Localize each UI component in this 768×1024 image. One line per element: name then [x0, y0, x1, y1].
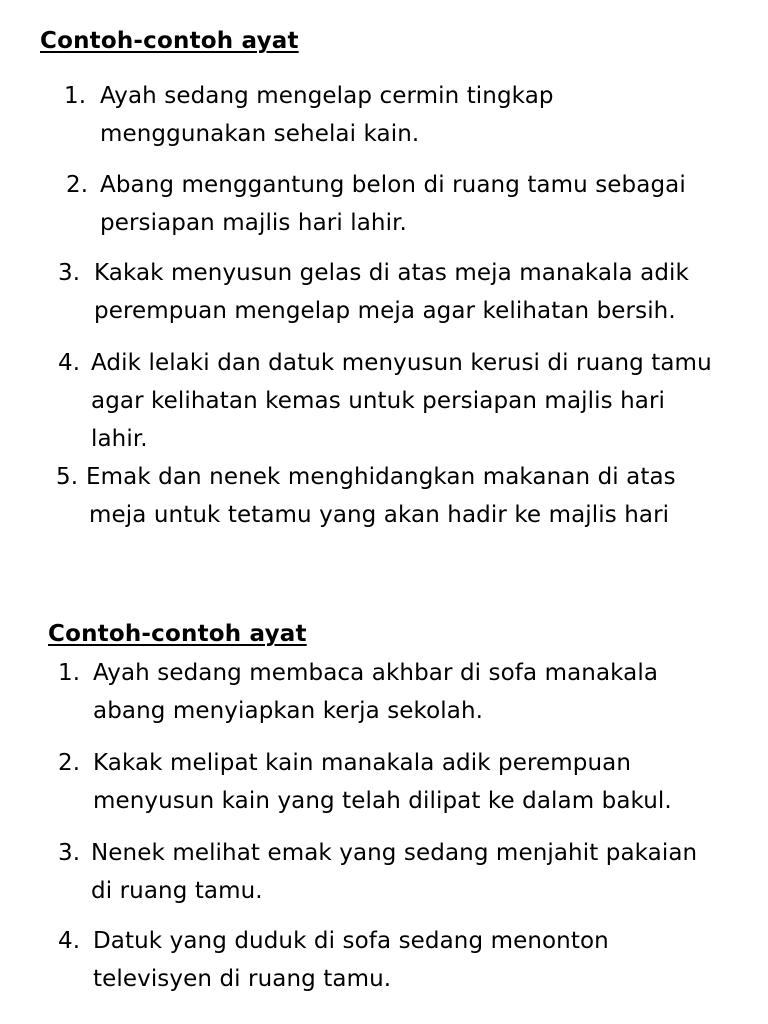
item-line: abang menyiapkan kerja sekolah.: [93, 698, 484, 724]
item-number: 4.: [58, 928, 81, 954]
item-line: Kakak menyusun gelas di atas meja manakala adik: [94, 260, 689, 286]
section-1-item-1: [64, 77, 554, 153]
item-number: 2.: [66, 172, 89, 198]
item-number: 3.: [58, 260, 81, 286]
item-line: meja untuk tetamu yang akan hadir ke majlis hari: [89, 502, 670, 528]
item-line: menggunakan sehelai kain.: [100, 121, 420, 147]
item-line: di ruang tamu.: [91, 878, 263, 904]
item-line: persiapan majlis hari lahir.: [100, 210, 407, 236]
item-number: 1.: [64, 83, 87, 109]
item-line: televisyen di ruang tamu.: [93, 966, 392, 992]
section-1-heading: Contoh-contoh ayat: [40, 28, 299, 54]
section-2-item-4: [58, 922, 609, 998]
item-number: 3.: [58, 840, 81, 866]
item-line: Nenek melihat emak yang sedang menjahit pakaian: [91, 840, 698, 866]
item-line: Adik lelaki dan datuk menyusun kerusi di ruang tamu: [91, 350, 712, 376]
item-line: agar kelihatan kemas untuk persiapan majlis hari: [91, 388, 666, 414]
item-number: 5.: [56, 464, 79, 490]
section-2-item-1: [58, 654, 658, 730]
item-line: Datuk yang duduk di sofa sedang menonton: [93, 928, 609, 954]
section-2-item-2: [58, 744, 672, 820]
item-line: Ayah sedang membaca akhbar di sofa manakala: [93, 660, 659, 686]
item-line: Emak dan nenek menghidangkan makanan di atas: [86, 464, 676, 490]
item-line: menyusun kain yang telah dilipat ke dalam bakul.: [93, 788, 672, 814]
item-line: lahir.: [91, 426, 148, 452]
item-line: Kakak melipat kain manakala adik perempuan: [93, 750, 632, 776]
section-2-heading: Contoh-contoh ayat: [48, 621, 307, 647]
section-1-item-2: [66, 166, 686, 242]
item-number: 2.: [58, 750, 81, 776]
item-line: Abang menggantung belon di ruang tamu sebagai: [100, 172, 686, 198]
item-number: 1.: [58, 660, 81, 686]
section-1-item-5: [56, 458, 676, 534]
item-line: Ayah sedang mengelap cermin tingkap: [100, 83, 554, 109]
section-2-item-3: [58, 834, 697, 910]
item-line: perempuan mengelap meja agar kelihatan bersih.: [94, 298, 676, 324]
section-1-item-4: [58, 344, 712, 458]
item-number: 4.: [58, 350, 81, 376]
section-1-item-3: [58, 254, 689, 330]
